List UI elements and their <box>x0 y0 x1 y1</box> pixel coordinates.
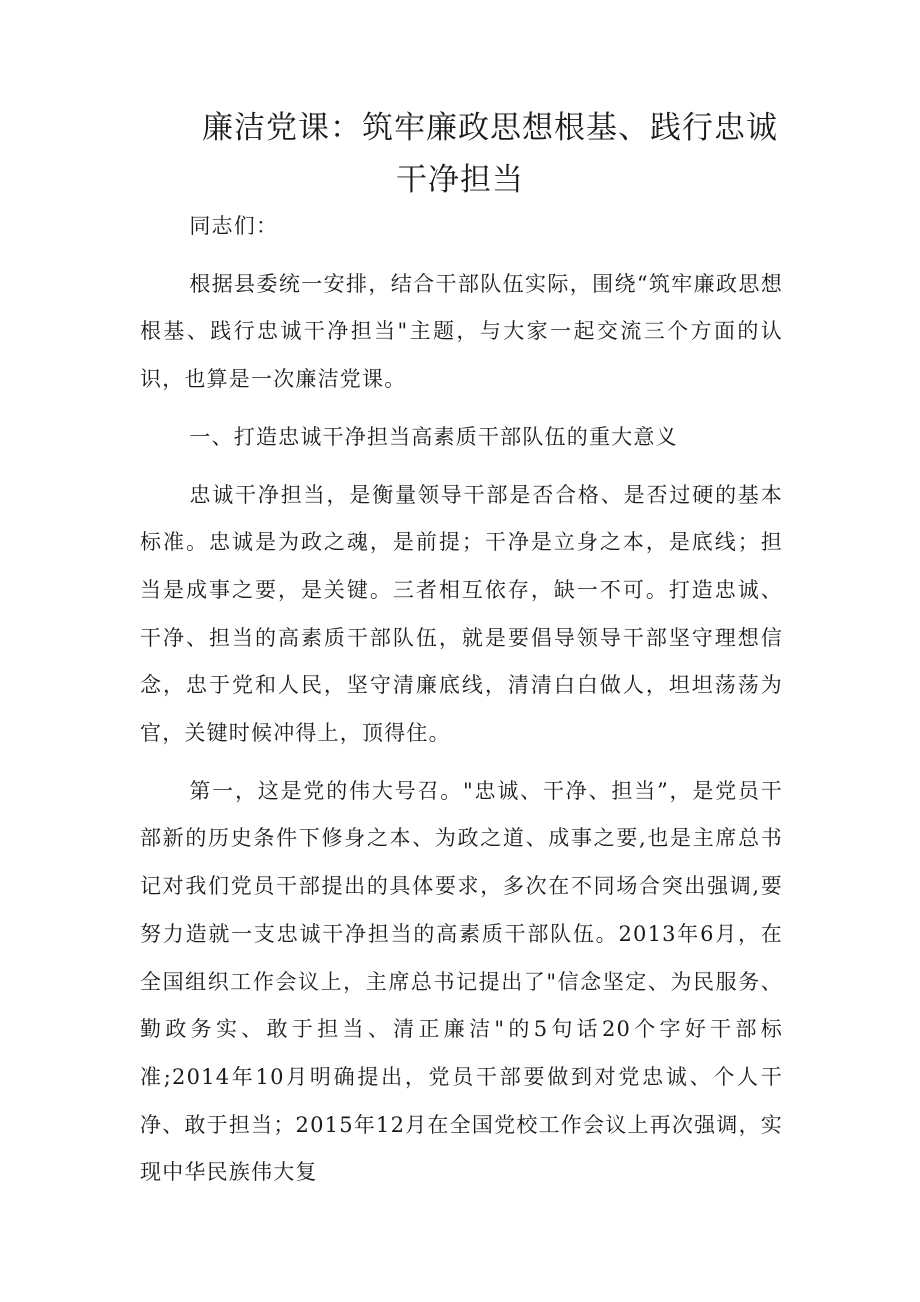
title-line-2: 干净担当 <box>396 162 524 198</box>
document-title <box>140 102 780 206</box>
paragraph-first-point: 第一，这是党的伟大号召。"忠诚、干净、担当”，是党员干部新的历史条件下修身之本、为政之道、成事之要,也是主席总书记对我们党员干部提出的具体要求，多次在不同场合突出强调,要努力造就一支忠诚干净担当的高素质干部队伍。2013年6月，在全国组织工作会议上，主席总书记提出了"信念坚定、为民服务、勤政务实、敢于担当、清正廉洁"的5句话20个字好干部标准;2014年10月明确提出，党员干部要做到对党忠诚、个人干净、敢于担当；2015年12月在全国党校工作会议上再次强调，实现中华民族伟大复 <box>140 778 783 1185</box>
section-heading: 一、打造忠诚干净担当高素质干部队伍的重大意义 <box>189 424 678 449</box>
document-body <box>140 203 783 1207</box>
paragraph-intro: 根据县委统一安排，结合干部队伍实际，围绕“筑牢廉政思想根基、践行忠诚干净担当"主题，与大家一起交流三个方面的认识，也算是一次廉洁党课。 <box>140 271 783 392</box>
title-line-1: 廉洁党课：筑牢廉政思想根基、践行忠诚 <box>202 110 778 146</box>
paragraph-standard: 忠诚干净担当，是衡量领导干部是否合格、是否过硬的基本标准。忠诚是为政之魂，是前提；干净是立身之本，是底线；担当是成事之要，是关键。三者相互依存，缺一不可。打造忠诚、干净、担当的高素质干部队伍，就是要倡导领导干部坚守理想信念，忠于党和人民，坚守清廉底线，清清白白做人，坦坦荡荡为官，关键时候冲得上，顶得住。 <box>140 482 783 746</box>
salutation: 同志们： <box>189 214 279 238</box>
